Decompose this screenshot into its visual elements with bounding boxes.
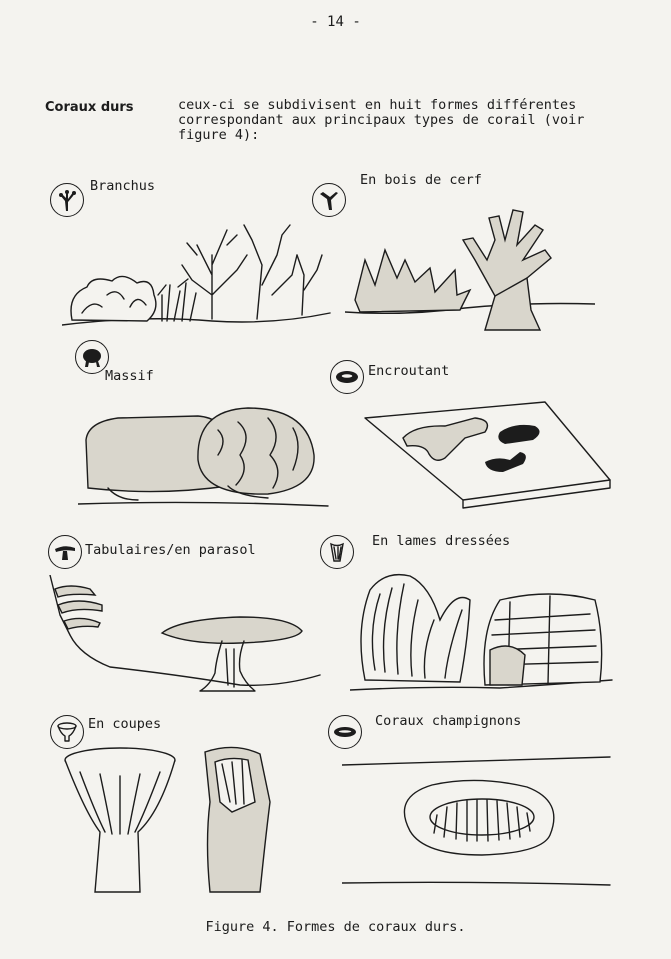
staghorn-coral-icon [312, 183, 346, 217]
staghorn-coral-illustration [345, 200, 595, 340]
cup-coral-illustration [60, 742, 290, 900]
table-coral-icon [48, 535, 82, 569]
massive-coral-icon [75, 340, 109, 374]
massive-coral-illustration [78, 400, 330, 510]
form-label-coupes: En coupes [88, 716, 162, 732]
figure-caption: Figure 4. Formes de coraux durs. [205, 919, 466, 935]
section-heading: Coraux durs [45, 100, 134, 115]
form-label-champignons: Coraux champignons [375, 713, 522, 729]
encrusting-coral-illustration [345, 390, 613, 512]
section-intro [178, 98, 648, 143]
mushroom-coral-icon [328, 715, 362, 749]
page-number: - 14 - [310, 14, 361, 30]
form-label-branchus: Branchus [90, 178, 156, 194]
table-coral-illustration [40, 575, 330, 700]
branching-coral-illustration [62, 195, 332, 335]
intro-line: ceux-ci se subdivisent en huit formes différentes [178, 97, 577, 113]
form-label-encroutant: Encroutant [368, 363, 450, 379]
mushroom-coral-illustration [342, 745, 612, 895]
form-label-massif: Massif [105, 368, 154, 384]
foliose-coral-illustration [350, 560, 615, 710]
form-label-tabulaires: Tabulaires/en parasol [85, 542, 256, 558]
form-label-bois-de-cerf: En bois de cerf [360, 172, 482, 188]
foliose-coral-icon [320, 535, 354, 569]
intro-line: figure 4): [178, 127, 260, 143]
encrusting-coral-icon [330, 360, 364, 394]
intro-line: correspondant aux principaux types de corail (voir [178, 112, 585, 128]
form-label-lames: En lames dressées [372, 533, 511, 549]
